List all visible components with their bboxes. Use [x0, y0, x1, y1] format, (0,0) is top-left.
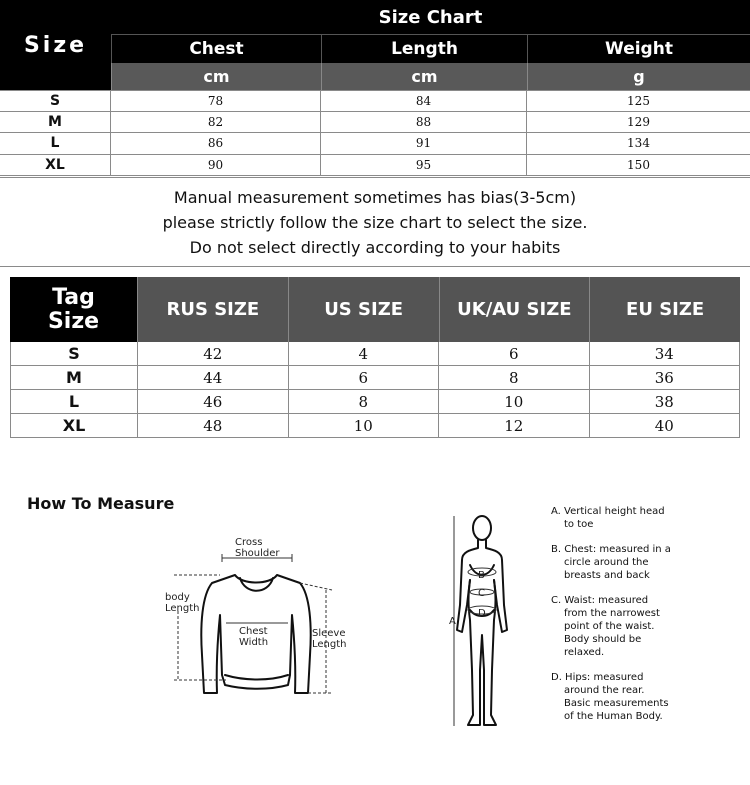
- legend-item: [551, 543, 741, 582]
- note-line: Do not select directly according to your habits: [189, 237, 561, 257]
- table-row: [0, 112, 750, 134]
- size-label: M: [11, 366, 138, 389]
- table-row: [10, 342, 740, 366]
- eu-size-header: EU SIZE: [589, 277, 740, 342]
- weight-value: 150: [627, 157, 650, 172]
- label-a: A: [449, 616, 456, 627]
- chest-width-label-1: Chest: [239, 626, 268, 637]
- legend-line: breasts and back: [564, 570, 650, 581]
- chest-unit: cm: [111, 63, 321, 90]
- length-unit: cm: [321, 63, 527, 90]
- size-label: XL: [11, 414, 138, 437]
- chest-value: 86: [111, 133, 321, 154]
- uk-value: 10: [439, 390, 590, 413]
- length-value: 95: [321, 155, 527, 176]
- weight-value: 129: [627, 114, 650, 129]
- size-chart-title: Size Chart: [111, 0, 750, 35]
- legend-line: circle around the: [564, 557, 649, 568]
- eu-value: 38: [654, 392, 674, 411]
- table-row: [10, 390, 740, 414]
- uk-value: 6: [439, 342, 590, 365]
- legend-line: of the Human Body.: [564, 711, 663, 722]
- eu-value: 34: [654, 344, 674, 363]
- uk-value: 8: [439, 366, 590, 389]
- legend-line: Body should be: [564, 634, 642, 645]
- legend-line: C. Waist: measured: [551, 595, 649, 606]
- table-row: [0, 133, 750, 155]
- uk-value: 12: [439, 414, 590, 437]
- chest-header: Chest: [111, 35, 321, 63]
- size-label: S: [0, 91, 111, 111]
- table-row: [10, 366, 740, 390]
- how-to-measure-title: How To Measure: [27, 494, 175, 513]
- eu-value: 40: [654, 416, 674, 435]
- legend-item: [551, 505, 741, 531]
- chest-value: 78: [111, 91, 321, 111]
- length-value: 88: [321, 112, 527, 133]
- size-label: L: [0, 133, 111, 154]
- table-row: [0, 155, 750, 177]
- uk-au-size-header: UK/AU SIZE: [439, 277, 590, 342]
- legend-item: [551, 671, 741, 723]
- legend-line: Basic measurements: [564, 698, 669, 709]
- chest-value: 82: [111, 112, 321, 133]
- us-value: 10: [289, 414, 440, 437]
- table-row: [10, 414, 740, 438]
- label-c: C: [478, 588, 485, 599]
- measure-legend: [551, 505, 741, 735]
- rus-value: 42: [138, 342, 289, 365]
- eu-value: 36: [654, 368, 674, 387]
- length-header: Length: [321, 35, 527, 63]
- note-line: please strictly follow the size chart to select the size.: [162, 212, 588, 232]
- length-value: 91: [321, 133, 527, 154]
- human-figure-icon: [457, 516, 507, 725]
- us-value: 4: [289, 342, 440, 365]
- body-length-label-2: Length: [165, 603, 200, 614]
- rus-size-header: RUS SIZE: [137, 277, 288, 342]
- legend-line: D. Hips: measured: [551, 672, 644, 683]
- rus-value: 44: [138, 366, 289, 389]
- weight-value: 125: [627, 93, 650, 108]
- body-length-label-1: body: [165, 592, 190, 603]
- weight-value: 134: [627, 136, 650, 151]
- chest-width-label-2: Width: [239, 637, 269, 648]
- sleeve-length-label-1: Sleeve: [312, 628, 346, 639]
- tag-size-corner: [10, 277, 137, 342]
- measure-lines: [454, 516, 496, 726]
- legend-line: A. Vertical height head: [551, 506, 665, 517]
- weight-header: Weight: [527, 35, 750, 63]
- size-label: M: [0, 112, 111, 133]
- us-value: 6: [289, 366, 440, 389]
- legend-line: relaxed.: [564, 647, 605, 658]
- weight-unit: g: [527, 63, 750, 90]
- sweater-diagram: [160, 535, 360, 705]
- label-d: D: [478, 608, 486, 619]
- legend-line: B. Chest: measured in a: [551, 544, 671, 555]
- rus-value: 48: [138, 414, 289, 437]
- us-size-header: US SIZE: [288, 277, 439, 342]
- sleeve-length-label-2: Length: [312, 639, 347, 650]
- chest-value: 90: [111, 155, 321, 176]
- legend-line: point of the waist.: [564, 621, 655, 632]
- size-label: L: [11, 390, 138, 413]
- legend-item: [551, 594, 741, 659]
- tag-corner-line-1: Tag: [52, 284, 95, 310]
- tag-size-header: [10, 277, 740, 342]
- size-corner-label: Size: [0, 0, 111, 90]
- size-label: S: [11, 342, 138, 365]
- us-value: 8: [289, 390, 440, 413]
- note-line: Manual measurement sometimes has bias(3-5cm): [173, 187, 577, 207]
- measurement-note: [0, 177, 750, 267]
- rus-value: 46: [138, 390, 289, 413]
- label-b: B: [478, 570, 485, 581]
- size-label: XL: [0, 155, 111, 176]
- table-row: [0, 90, 750, 112]
- cross-shoulder-label-2: Shoulder: [235, 548, 280, 559]
- legend-line: to toe: [564, 519, 594, 530]
- legend-line: around the rear.: [564, 685, 645, 696]
- body-figure-diagram: [440, 510, 540, 740]
- size-chart: [0, 0, 750, 177]
- cross-shoulder-label-1: Cross: [235, 537, 263, 548]
- tag-corner-line-2: Size: [47, 308, 100, 334]
- tag-size-chart: [10, 277, 740, 438]
- size-chart-rows: [0, 90, 750, 176]
- length-value: 84: [321, 91, 527, 111]
- legend-line: from the narrowest: [564, 608, 660, 619]
